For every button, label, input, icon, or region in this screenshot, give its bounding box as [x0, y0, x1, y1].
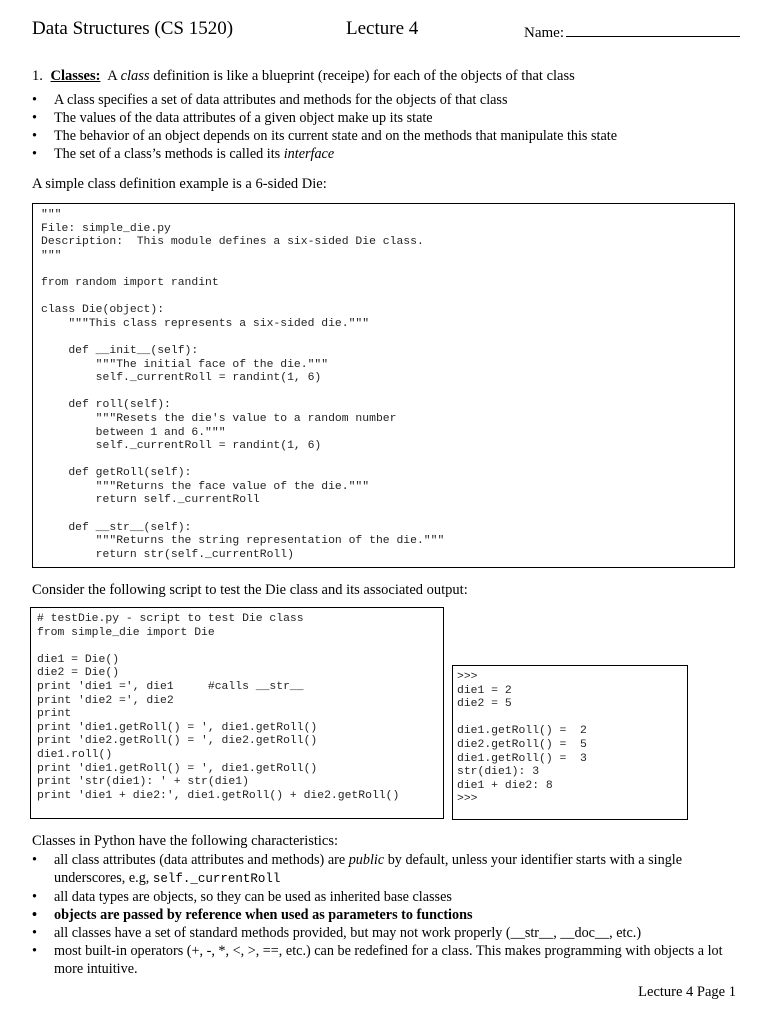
page-footer: Lecture 4 Page 1 — [638, 984, 736, 1000]
class-bullets — [32, 91, 732, 163]
section-number: 1. — [32, 68, 43, 84]
bullet-text: all class attributes (data attributes and methods) are — [54, 852, 349, 868]
consider-paragraph: Consider the following script to test the Die class and its associated output: — [32, 582, 468, 598]
section-text-after: definition is like a blueprint (receipe) for each of the objects of that class — [149, 68, 575, 84]
bullet-item — [32, 145, 732, 163]
bullet-item: • most built-in operators (+, -, *, <, >, ==, etc.) can be redefined for a class. This makes programming with objects a lot more intuitive. — [32, 942, 737, 978]
bullet-item — [32, 906, 737, 924]
bullet-item: • A class specifies a set of data attributes and methods for the objects of that class — [32, 91, 732, 109]
characteristics-bullets — [32, 851, 737, 978]
bullet-italic-term: public — [348, 852, 385, 868]
bullet-text: The set of a class’s methods is called its — [54, 146, 284, 162]
test-script-code-box: # testDie.py - script to test Die class from simple_die import Die die1 = Die() die2 = Die() print 'die1 =', die1 #calls __str__ print 'die2 =', die2 print print 'die1.getRoll() = ', die1.getRoll() print 'die2.getRoll() = ', die2.getRoll() die1.roll() print 'die1.getRoll() = ', die1.getRoll() print 'str(die1): ' + str(die1) print 'die1 + die2:', die1.getRoll() + die2.getRoll() — [30, 607, 444, 819]
bullet-item: • all classes have a set of standard methods provided, but may not work properly (__str__, __doc__, etc.) — [32, 924, 737, 942]
lecture-label: Lecture 4 — [346, 18, 419, 39]
output-code-box: >>> die1 = 2 die2 = 5 die1.getRoll() = 2 die2.getRoll() = 5 die1.getRoll() = 3 str(die1): 3 die1 + die2: 8 >>> — [452, 665, 688, 820]
die-class-code-box: """ File: simple_die.py Description: This module defines a six-sided Die class. """ from random import randint class Die(object): """This class represents a six-sided die.""" def __init__(self): """The initial face of the die.""" self._currentRoll = randint(1, 6) def roll(self): """Resets the die's value to a random number between 1 and 6.""" self._currentRoll = randint(1, 6) def getRoll(self): """Returns the face value of the die.""" return self._currentRoll def __str__(self): """Returns the string representation of the die.""" return str(self._currentRoll) — [32, 203, 735, 568]
name-blank-line — [566, 22, 740, 37]
bullet-item: • The behavior of an object depends on its current state and on the methods that manipulate this state — [32, 127, 732, 145]
bullet-bold-text: objects are passed by reference when used as parameters to functions — [54, 907, 473, 923]
section-1-heading — [32, 68, 575, 85]
intro-paragraph: A simple class definition example is a 6-sided Die: — [32, 176, 327, 192]
bullet-item: • all data types are objects, so they can be used as inherited base classes — [32, 888, 737, 906]
bullet-italic-term: interface — [283, 146, 335, 162]
bullet-text: by default, unless your identifier starts with a single underscores, e.g, — [54, 852, 683, 886]
document-title: Data Structures (CS 1520) — [32, 18, 234, 39]
section-text-italic: class — [120, 68, 150, 84]
section-title: Classes: — [50, 68, 101, 84]
section-text-before: A — [107, 68, 121, 84]
bullet-item: • The values of the data attributes of a given object make up its state — [32, 109, 732, 127]
bullet-item — [32, 851, 737, 888]
classes-characteristics-intro: Classes in Python have the following characteristics: — [32, 833, 339, 849]
inline-code: self._currentRoll — [152, 872, 281, 886]
name-label: Name: — [524, 25, 564, 41]
name-field — [524, 22, 740, 42]
